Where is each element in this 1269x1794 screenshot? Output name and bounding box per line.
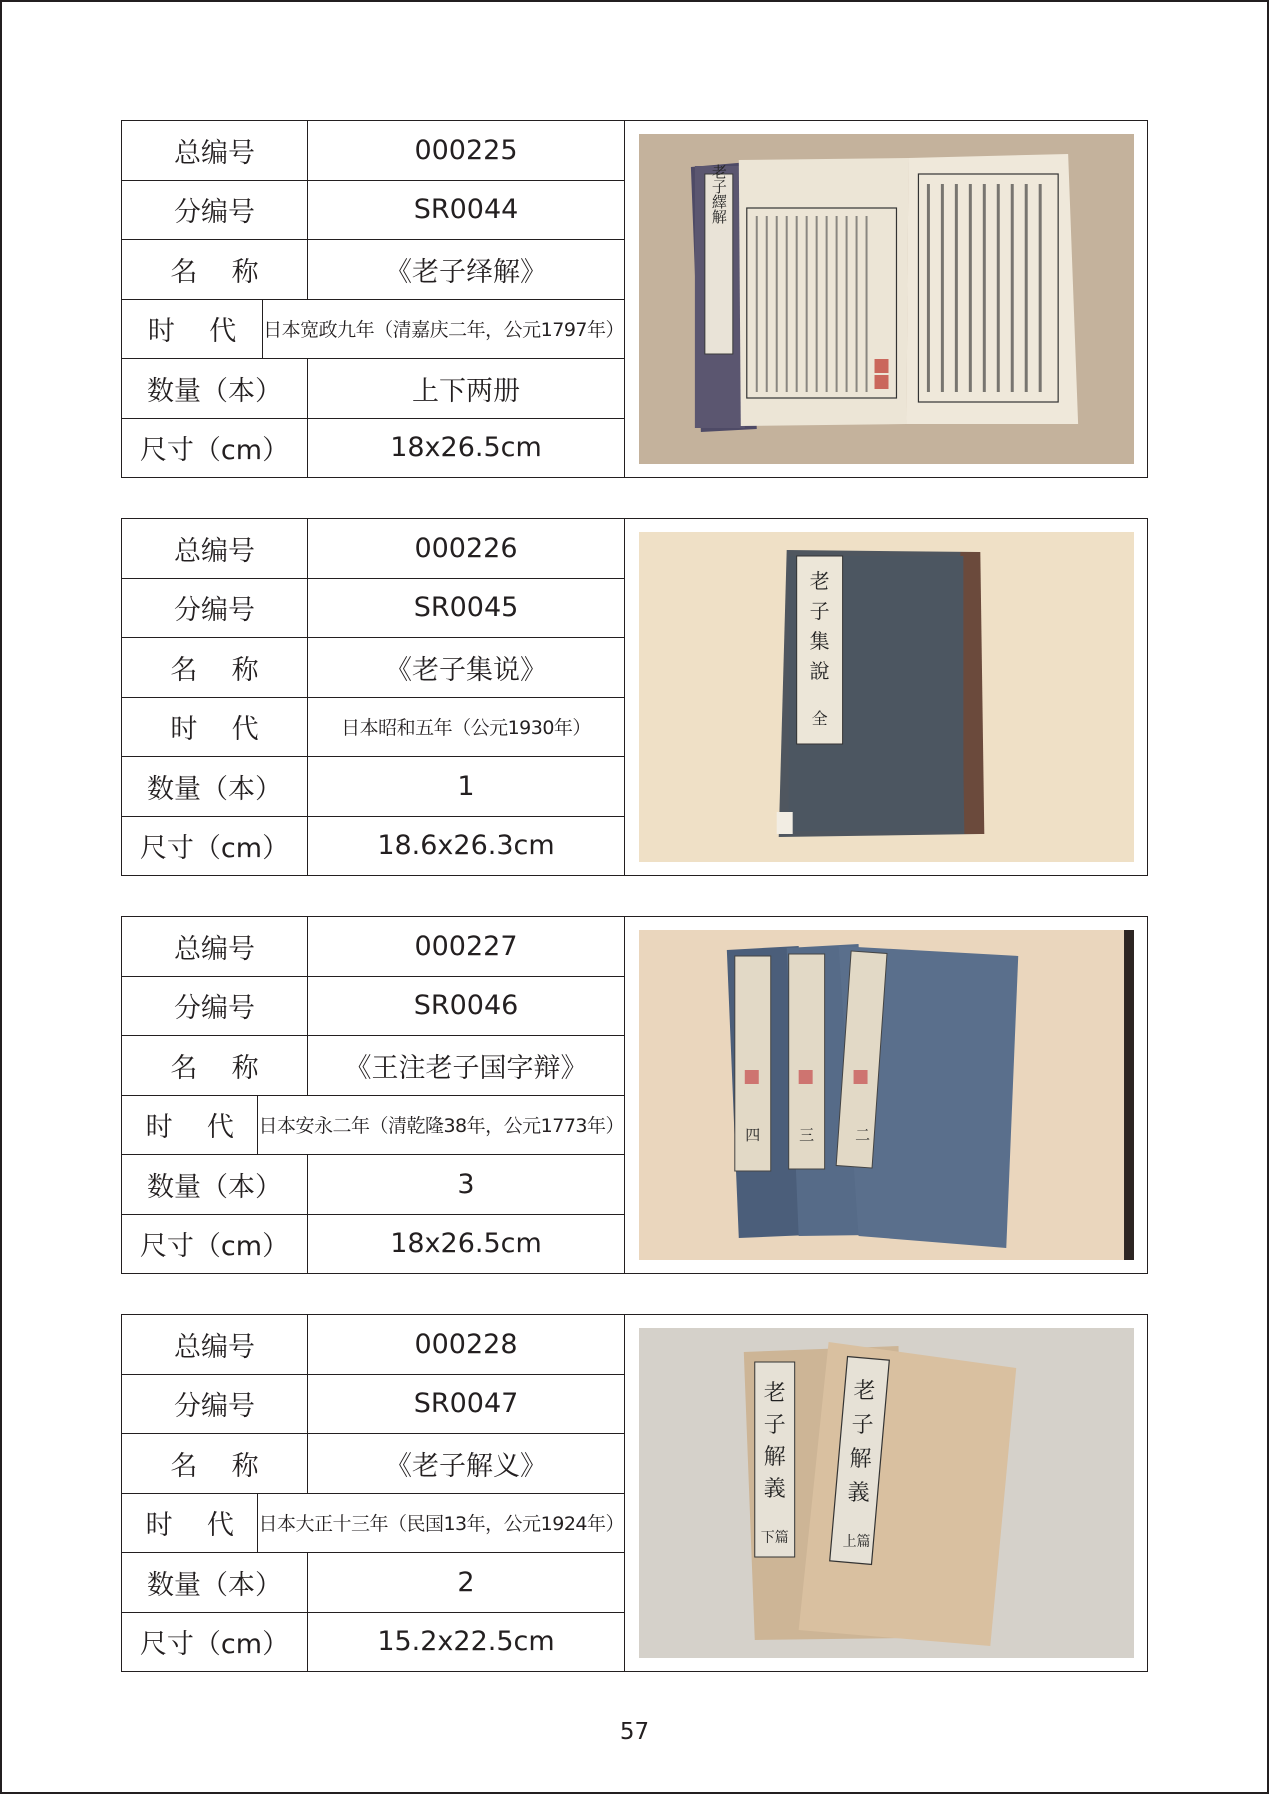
value-era: 日本安永二年（清乾隆38年，公元1773年） (258, 1115, 624, 1138)
row-sub-number (122, 977, 624, 1037)
value-era: 日本大正十三年（民国13年，公元1924年） (258, 1513, 624, 1536)
label-quantity: 数量（本） (122, 1553, 308, 1612)
value-quantity: 2 (457, 1566, 475, 1598)
value-size: 18.6x26.3cm (377, 830, 555, 862)
value-size: 18x26.5cm (390, 1228, 542, 1260)
row-title (122, 1036, 624, 1096)
label-sub-number: 分编号 (122, 1375, 308, 1434)
svg-text:上篇: 上篇 (842, 1533, 871, 1551)
svg-text:四: 四 (745, 1125, 761, 1145)
value-title: 《老子解义》 (385, 1450, 547, 1482)
label-era: 时 代 (122, 698, 308, 757)
svg-text:三: 三 (799, 1125, 815, 1145)
label-sub-number: 分编号 (122, 977, 308, 1036)
value-sub-number: SR0045 (413, 592, 519, 624)
svg-text:老: 老 (853, 1378, 876, 1405)
label-total-number: 总编号 (122, 917, 308, 976)
value-total-number: 000228 (414, 1328, 518, 1360)
record-table (122, 121, 625, 477)
value-size: 15.2x22.5cm (377, 1626, 555, 1658)
row-title (122, 638, 624, 698)
value-quantity: 3 (457, 1168, 475, 1200)
label-size: 尺寸（cm） (122, 419, 308, 478)
row-quantity (122, 1553, 624, 1613)
record-photo-cell (625, 1315, 1147, 1671)
label-sub-number: 分编号 (122, 579, 308, 638)
svg-text:解: 解 (849, 1446, 872, 1473)
row-total-number (122, 917, 624, 977)
value-title: 《王注老子国字辩》 (344, 1052, 588, 1084)
row-era (122, 1494, 624, 1554)
label-era: 时 代 (122, 1494, 258, 1553)
label-total-number: 总编号 (122, 121, 308, 180)
row-quantity (122, 1155, 624, 1215)
label-quantity: 数量（本） (122, 757, 308, 816)
svg-text:義: 義 (847, 1480, 870, 1507)
book-photo (639, 532, 1134, 862)
value-total-number: 000225 (414, 134, 518, 166)
book-photo (639, 1328, 1134, 1658)
svg-text:集: 集 (809, 628, 830, 654)
value-era: 日本昭和五年（公元1930年） (341, 717, 591, 740)
svg-text:義: 義 (763, 1476, 786, 1503)
svg-text:老: 老 (763, 1380, 786, 1407)
row-total-number (122, 519, 624, 579)
value-total-number: 000226 (414, 532, 518, 564)
label-era: 时 代 (122, 300, 263, 359)
book-photo (639, 930, 1134, 1260)
value-quantity: 上下两册 (412, 375, 520, 407)
label-size: 尺寸（cm） (122, 1613, 308, 1672)
row-title (122, 240, 624, 300)
svg-text:子: 子 (809, 598, 830, 624)
value-title: 《老子绎解》 (385, 256, 547, 288)
record-photo-cell (625, 121, 1147, 477)
row-quantity (122, 359, 624, 419)
label-era: 时 代 (122, 1096, 258, 1155)
value-total-number: 000227 (414, 930, 518, 962)
record-table (122, 917, 625, 1273)
label-sub-number: 分编号 (122, 181, 308, 240)
row-sub-number (122, 181, 624, 241)
label-total-number: 总编号 (122, 1315, 308, 1374)
row-size (122, 419, 624, 478)
row-size (122, 1215, 624, 1274)
catalog-record (121, 1314, 1148, 1672)
record-table (122, 519, 625, 875)
row-era (122, 300, 624, 360)
label-title: 名 称 (122, 638, 308, 697)
label-quantity: 数量（本） (122, 1155, 308, 1214)
svg-text:說: 說 (809, 658, 830, 684)
row-era (122, 1096, 624, 1156)
svg-text:子: 子 (763, 1412, 786, 1439)
row-sub-number (122, 579, 624, 639)
label-size: 尺寸（cm） (122, 817, 308, 876)
label-title: 名 称 (122, 1036, 308, 1095)
svg-text:二: 二 (855, 1125, 871, 1145)
value-sub-number: SR0046 (413, 990, 519, 1022)
svg-text:解: 解 (763, 1444, 786, 1471)
value-sub-number: SR0047 (413, 1388, 519, 1420)
svg-text:老: 老 (809, 568, 830, 594)
book-photo (639, 134, 1134, 464)
svg-text:全: 全 (811, 708, 828, 729)
value-era: 日本宽政九年（清嘉庆二年，公元1797年） (263, 319, 624, 342)
record-photo-cell (625, 519, 1147, 875)
row-title (122, 1434, 624, 1494)
catalog-record (121, 916, 1148, 1274)
row-sub-number (122, 1375, 624, 1435)
svg-text:下篇: 下篇 (760, 1529, 789, 1547)
label-title: 名 称 (122, 1434, 308, 1493)
row-era (122, 698, 624, 758)
svg-text:老子繹解: 老子繹解 (709, 164, 728, 224)
page-number: 57 (619, 1719, 650, 1745)
row-size (122, 817, 624, 876)
catalog-record (121, 120, 1148, 478)
row-quantity (122, 757, 624, 817)
row-total-number (122, 1315, 624, 1375)
record-photo-cell (625, 917, 1147, 1273)
row-total-number (122, 121, 624, 181)
record-table (122, 1315, 625, 1671)
label-size: 尺寸（cm） (122, 1215, 308, 1274)
value-title: 《老子集说》 (385, 654, 547, 686)
svg-text:子: 子 (851, 1412, 874, 1439)
row-size (122, 1613, 624, 1672)
catalog-record (121, 518, 1148, 876)
label-title: 名 称 (122, 240, 308, 299)
label-total-number: 总编号 (122, 519, 308, 578)
value-size: 18x26.5cm (390, 432, 542, 464)
value-sub-number: SR0044 (413, 194, 519, 226)
value-quantity: 1 (457, 770, 475, 802)
label-quantity: 数量（本） (122, 359, 308, 418)
